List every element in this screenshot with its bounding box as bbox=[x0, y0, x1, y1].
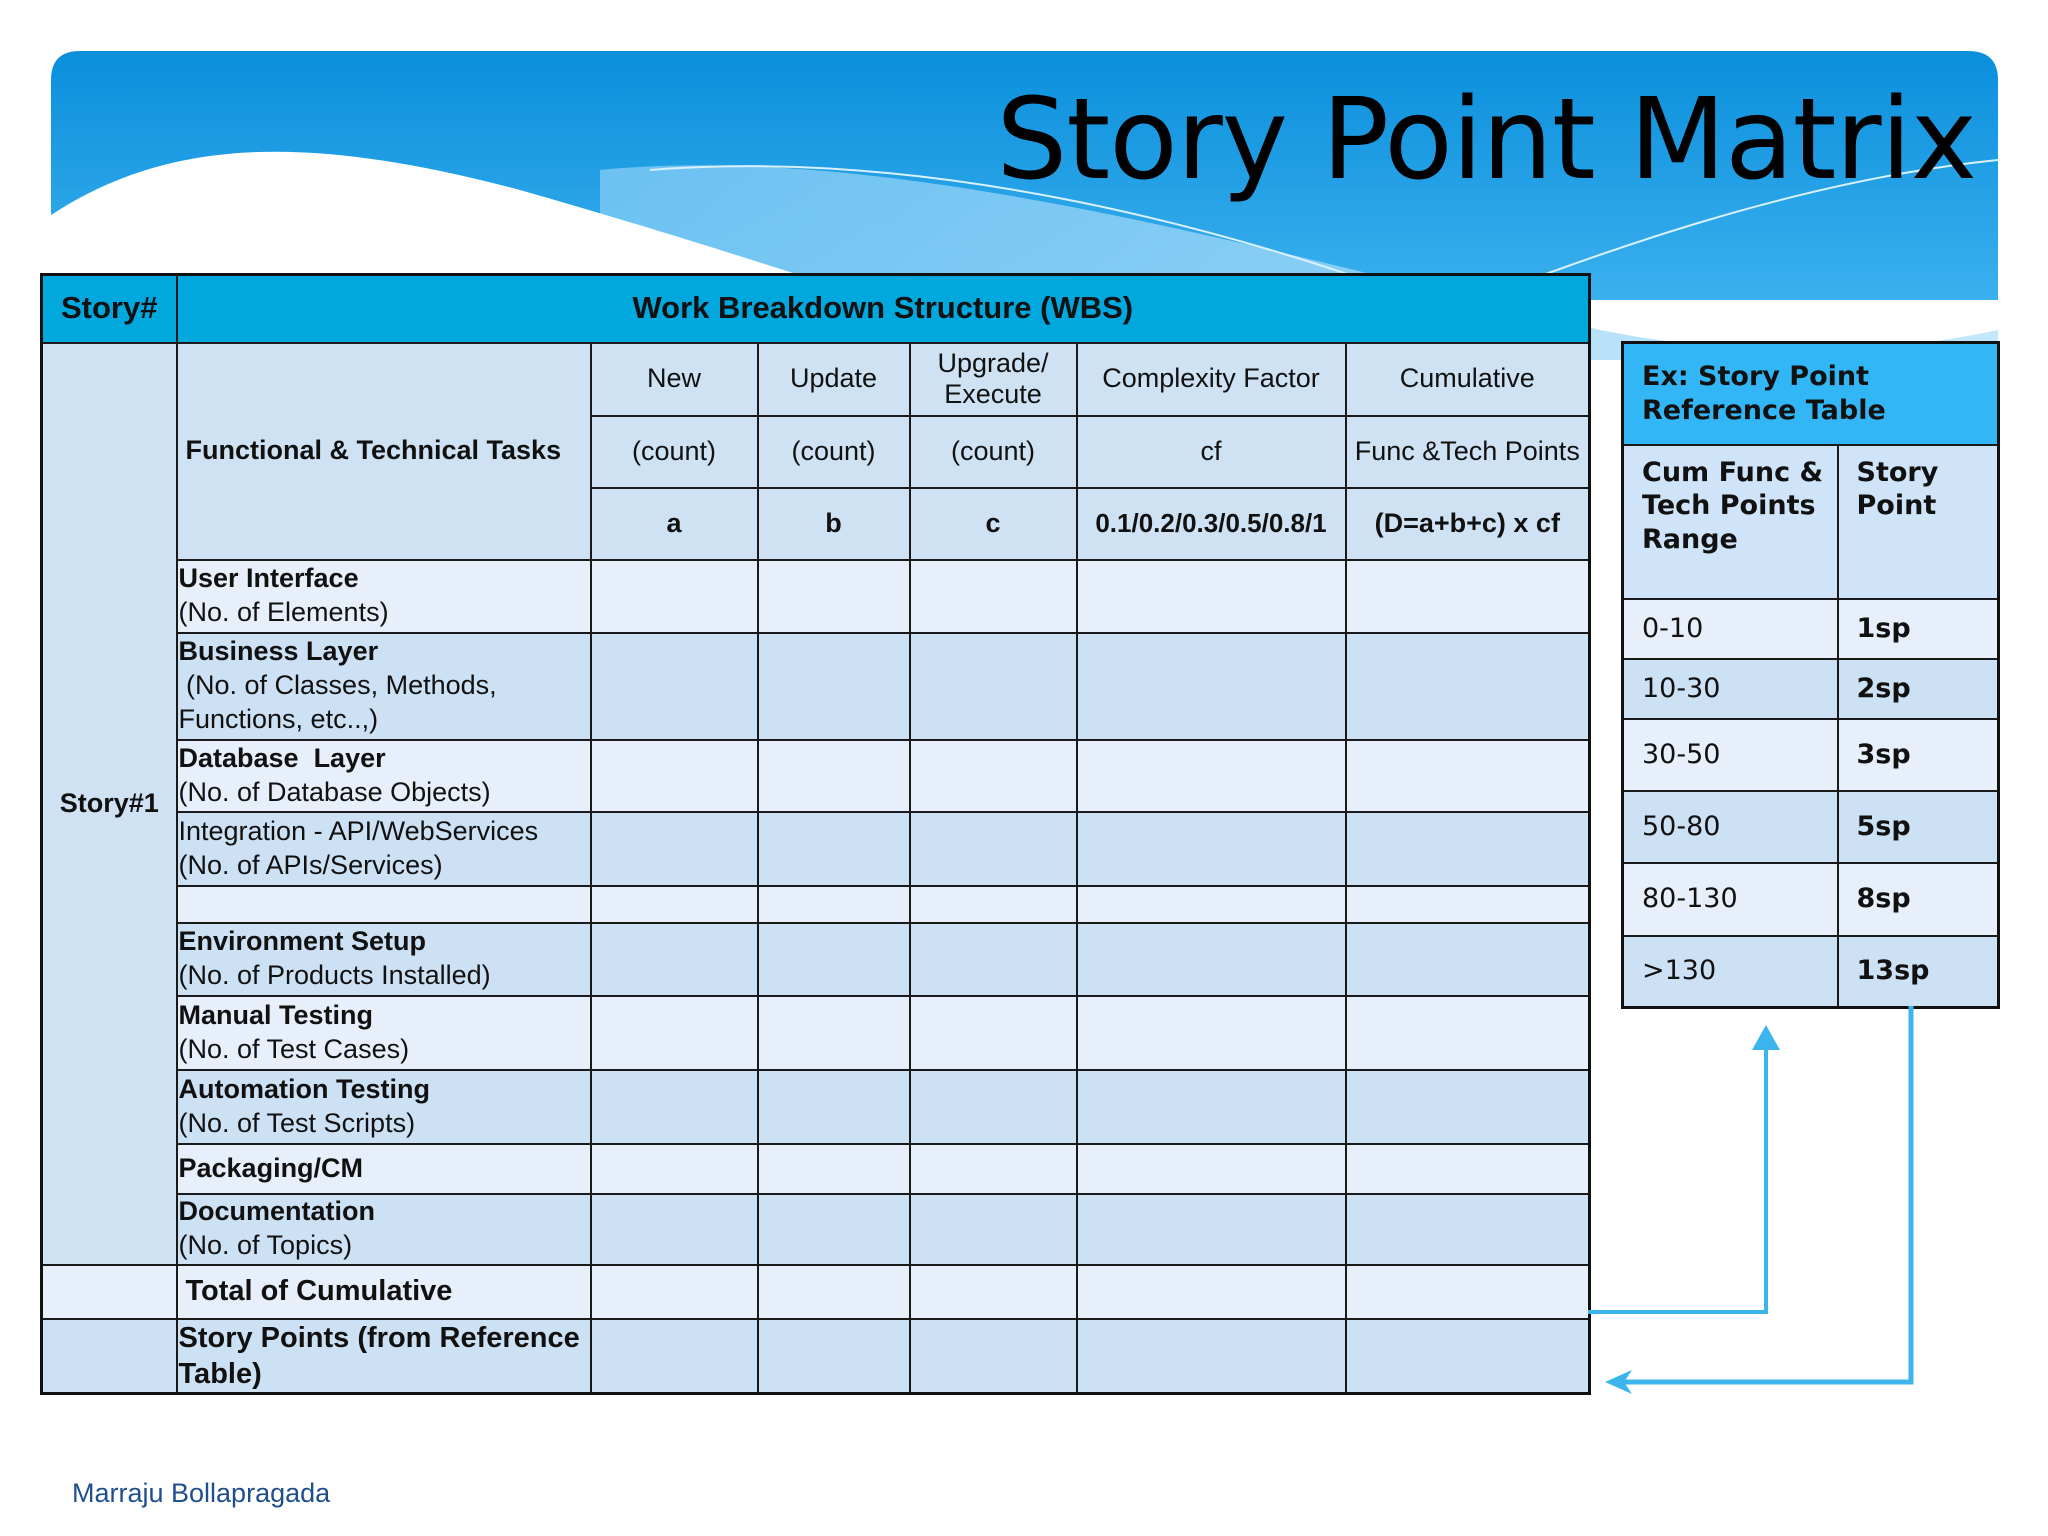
table-row-blank bbox=[42, 886, 1590, 923]
cell-cf[interactable] bbox=[1077, 886, 1346, 923]
cell-cumulative[interactable] bbox=[1346, 1144, 1590, 1194]
table-row bbox=[42, 996, 1590, 1070]
table-row bbox=[42, 923, 1590, 996]
cell-new[interactable] bbox=[591, 996, 758, 1070]
col-new-symbol: a bbox=[591, 488, 758, 560]
range: 50-80 bbox=[1623, 791, 1838, 863]
cell-cf[interactable] bbox=[1077, 1265, 1346, 1319]
range: 10-30 bbox=[1623, 659, 1838, 719]
cell-new[interactable] bbox=[591, 560, 758, 633]
cell-cumulative[interactable] bbox=[1346, 886, 1590, 923]
table-row bbox=[42, 740, 1590, 812]
page-title: Story Point Matrix bbox=[996, 75, 1976, 205]
cell-cf[interactable] bbox=[1077, 1144, 1346, 1194]
cell-update[interactable] bbox=[758, 1144, 910, 1194]
cell-new[interactable] bbox=[591, 1070, 758, 1144]
reference-row bbox=[1623, 599, 1999, 659]
cell-upgrade[interactable] bbox=[910, 560, 1077, 633]
cell-new[interactable] bbox=[591, 923, 758, 996]
author-footer: Marraju Bollapragada bbox=[72, 1478, 331, 1508]
range: 0-10 bbox=[1623, 599, 1838, 659]
cell-cf[interactable] bbox=[1077, 633, 1346, 740]
task-name: Automation Testing bbox=[178, 1073, 430, 1104]
cell-cf[interactable] bbox=[1077, 996, 1346, 1070]
cell-cumulative[interactable] bbox=[1346, 1265, 1590, 1319]
story-number-header: Story# bbox=[42, 275, 177, 343]
table-row bbox=[42, 812, 1590, 886]
task-name: Business Layer bbox=[178, 636, 379, 667]
col-cumulative-unit: Func &Tech Points bbox=[1346, 416, 1590, 488]
cell-cumulative[interactable] bbox=[1346, 923, 1590, 996]
reference-row bbox=[1623, 936, 1999, 1008]
cell-cumulative[interactable] bbox=[1346, 812, 1590, 886]
task-name: Environment Setup bbox=[178, 926, 427, 957]
task-name: Database Layer bbox=[178, 742, 386, 773]
task-detail: (No. of APIs/Services) bbox=[178, 849, 443, 880]
col-new-unit: (count) bbox=[591, 416, 758, 488]
cell-update[interactable] bbox=[758, 1194, 910, 1265]
reference-title: Ex: Story Point Reference Table bbox=[1623, 343, 1999, 445]
cell-cf[interactable] bbox=[1077, 1194, 1346, 1265]
wbs-header: Work Breakdown Structure (WBS) bbox=[177, 275, 1590, 343]
reference-col-range: Cum Func & Tech Points Range bbox=[1623, 445, 1838, 599]
cell-update[interactable] bbox=[758, 740, 910, 812]
cell-cf[interactable] bbox=[1077, 1319, 1346, 1394]
total-label: Total of Cumulative bbox=[177, 1265, 591, 1319]
range: >130 bbox=[1623, 936, 1838, 1008]
story-point: 13sp bbox=[1838, 936, 1999, 1008]
task-detail: (No. of Products Installed) bbox=[178, 960, 491, 990]
col-update-header: Update bbox=[758, 343, 910, 416]
story-point: 3sp bbox=[1838, 719, 1999, 791]
tasks-header: Functional & Technical Tasks bbox=[177, 343, 591, 560]
table-row bbox=[42, 1194, 1590, 1265]
cell-upgrade[interactable] bbox=[910, 996, 1077, 1070]
cell-upgrade[interactable] bbox=[910, 1144, 1077, 1194]
cell-cumulative[interactable] bbox=[1346, 740, 1590, 812]
story-point: 8sp bbox=[1838, 863, 1999, 936]
table-row bbox=[42, 633, 1590, 740]
table-row bbox=[42, 1070, 1590, 1144]
cell-update[interactable] bbox=[758, 1070, 910, 1144]
col-update-symbol: b bbox=[758, 488, 910, 560]
cell-cumulative[interactable] bbox=[1346, 1319, 1590, 1394]
reference-table bbox=[1621, 341, 2000, 1009]
col-complexity-header: Complexity Factor bbox=[1077, 343, 1346, 416]
task-name: Manual Testing bbox=[178, 999, 374, 1030]
cell-update[interactable] bbox=[758, 923, 910, 996]
task-name: Packaging/CM bbox=[178, 1152, 364, 1183]
table-row bbox=[42, 560, 1590, 633]
story-point: 1sp bbox=[1838, 599, 1999, 659]
cell-upgrade[interactable] bbox=[910, 923, 1077, 996]
cell-new[interactable] bbox=[591, 1265, 758, 1319]
cell-upgrade[interactable] bbox=[910, 740, 1077, 812]
story-points-label: Story Points (from Reference Table) bbox=[177, 1319, 591, 1394]
reference-row bbox=[1623, 863, 1999, 936]
cell-upgrade[interactable] bbox=[910, 886, 1077, 923]
total-row bbox=[42, 1265, 1590, 1319]
reference-row bbox=[1623, 719, 1999, 791]
cell-upgrade[interactable] bbox=[910, 812, 1077, 886]
range: 80-130 bbox=[1623, 863, 1838, 936]
cell-upgrade[interactable] bbox=[910, 633, 1077, 740]
col-upgrade-header: Upgrade/ Execute bbox=[910, 343, 1077, 416]
col-complexity-symbol: 0.1/0.2/0.3/0.5/0.8/1 bbox=[1077, 488, 1346, 560]
cell-cumulative[interactable] bbox=[1346, 1070, 1590, 1144]
col-new-header: New bbox=[591, 343, 758, 416]
col-complexity-unit: cf bbox=[1077, 416, 1346, 488]
cell-cf[interactable] bbox=[1077, 812, 1346, 886]
story-point: 5sp bbox=[1838, 791, 1999, 863]
task-detail: (No. of Test Scripts) bbox=[178, 1107, 416, 1138]
task-detail: (No. of Topics) bbox=[178, 1230, 353, 1260]
cell-update[interactable] bbox=[758, 996, 910, 1070]
task-name: Integration - API/WebServices bbox=[178, 815, 539, 846]
cell-cf[interactable] bbox=[1077, 1070, 1346, 1144]
cell-upgrade[interactable] bbox=[910, 1194, 1077, 1265]
task-name: Documentation bbox=[178, 1196, 376, 1227]
cell-update[interactable] bbox=[758, 633, 910, 740]
cell-upgrade[interactable] bbox=[910, 1319, 1077, 1394]
cell-new[interactable] bbox=[591, 1194, 758, 1265]
table-row bbox=[42, 1144, 1590, 1194]
story-label: Story#1 bbox=[42, 343, 177, 1265]
task-detail: (No. of Elements) bbox=[178, 597, 389, 627]
arrow-total-to-reference bbox=[1588, 1035, 1766, 1312]
cell-update[interactable] bbox=[758, 1319, 910, 1394]
cell-update[interactable] bbox=[758, 886, 910, 923]
reference-row bbox=[1623, 659, 1999, 719]
story-points-row bbox=[42, 1319, 1590, 1394]
arrow-left-icon bbox=[1605, 1370, 1632, 1394]
cell-update[interactable] bbox=[758, 812, 910, 886]
task-detail: (No. of Database Objects) bbox=[178, 776, 491, 807]
reference-row bbox=[1623, 791, 1999, 863]
arrow-up-icon bbox=[1752, 1025, 1780, 1050]
wbs-matrix-table bbox=[40, 273, 1591, 1395]
cell-upgrade[interactable] bbox=[910, 1265, 1077, 1319]
cell-upgrade[interactable] bbox=[910, 1070, 1077, 1144]
cell-cumulative[interactable] bbox=[1346, 996, 1590, 1070]
range: 30-50 bbox=[1623, 719, 1838, 791]
col-update-unit: (count) bbox=[758, 416, 910, 488]
cell-new[interactable] bbox=[591, 886, 758, 923]
col-cumulative-header: Cumulative bbox=[1346, 343, 1590, 416]
cell-update[interactable] bbox=[758, 560, 910, 633]
col-cumulative-symbol: (D=a+b+c) x cf bbox=[1346, 488, 1590, 560]
cell-new[interactable] bbox=[591, 812, 758, 886]
cell-new[interactable] bbox=[591, 1144, 758, 1194]
task-detail: (No. of Classes, Methods, Functions, etc..,) bbox=[178, 670, 505, 734]
task-name: User Interface bbox=[178, 563, 359, 594]
cell-cumulative[interactable] bbox=[1346, 560, 1590, 633]
cell-new[interactable] bbox=[591, 1319, 758, 1394]
cell-cumulative[interactable] bbox=[1346, 633, 1590, 740]
cell-new[interactable] bbox=[591, 740, 758, 812]
cell-new[interactable] bbox=[591, 633, 758, 740]
cell-update[interactable] bbox=[758, 1265, 910, 1319]
arrow-reference-to-story-points bbox=[1618, 1006, 1911, 1382]
cell-cf[interactable] bbox=[1077, 923, 1346, 996]
reference-col-sp: Story Point bbox=[1838, 445, 1999, 599]
cell-cumulative[interactable] bbox=[1346, 1194, 1590, 1265]
task-detail: (No. of Test Cases) bbox=[178, 1033, 410, 1064]
cell-cf[interactable] bbox=[1077, 740, 1346, 812]
col-upgrade-unit: (count) bbox=[910, 416, 1077, 488]
story-point: 2sp bbox=[1838, 659, 1999, 719]
col-upgrade-symbol: c bbox=[910, 488, 1077, 560]
cell-cf[interactable] bbox=[1077, 560, 1346, 633]
